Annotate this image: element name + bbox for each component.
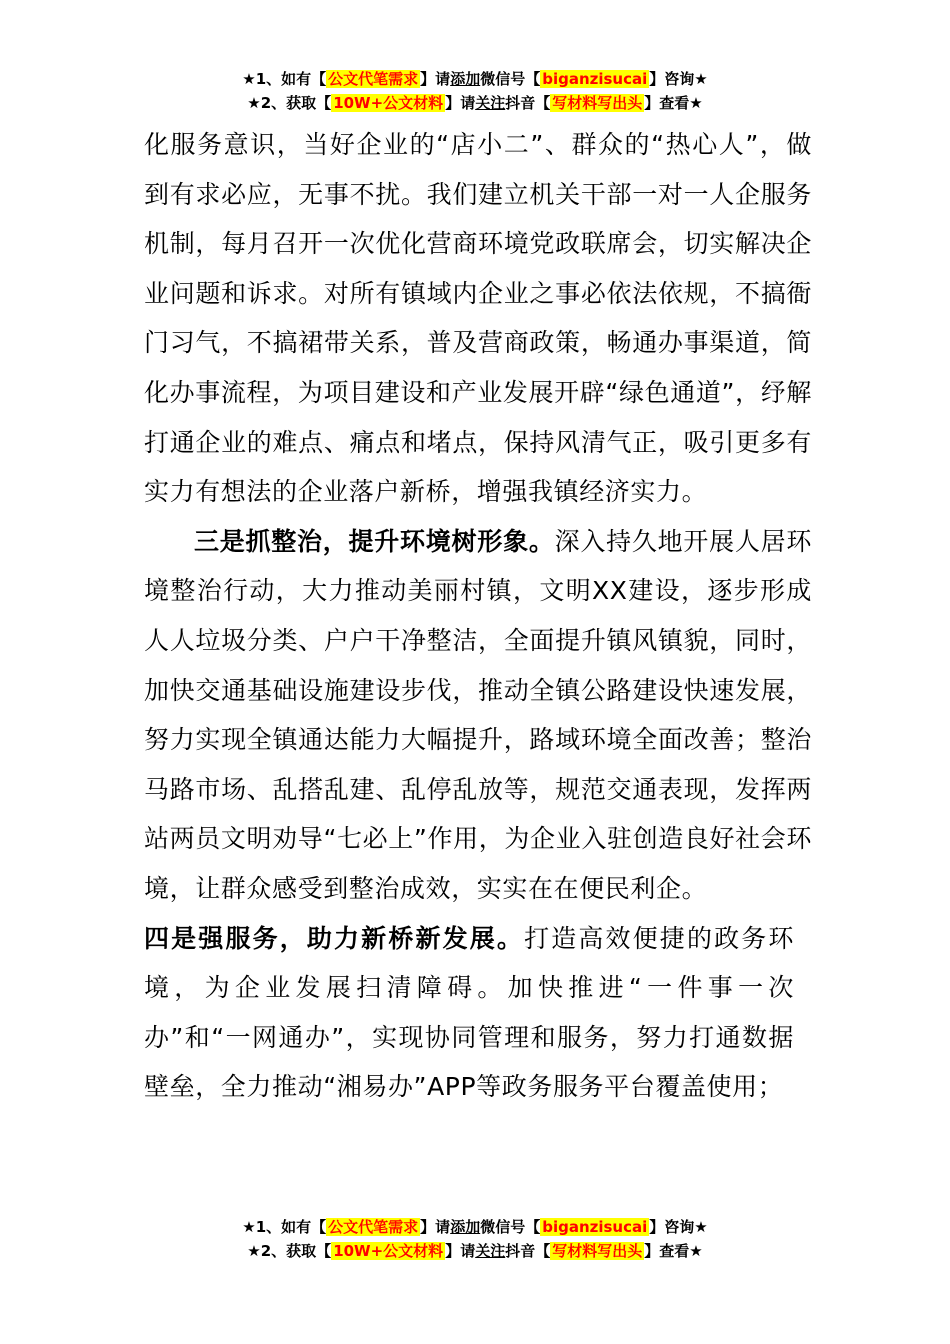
banner-text: ★2、获取【 xyxy=(247,94,332,112)
banner-underline: 关注 xyxy=(475,94,506,112)
banner-line-2 xyxy=(0,92,950,116)
header-banner xyxy=(0,68,950,116)
banner-line-1 xyxy=(0,1216,950,1240)
banner-highlight: biganzisucai xyxy=(542,70,648,88)
banner-text: 】查看★ xyxy=(644,94,703,112)
banner-highlight: biganzisucai xyxy=(542,1218,648,1236)
paragraph-3-heading: 四是强服务，助力新桥新发展。 xyxy=(144,923,525,953)
banner-underline: 添加 xyxy=(450,70,481,88)
banner-text: 】请 xyxy=(420,1218,451,1236)
banner-text: 】咨询★ xyxy=(649,1218,708,1236)
banner-underline: 关注 xyxy=(475,1242,506,1260)
paragraph-3-text: 打造高效便捷的政务环境，为企业发展扫清障碍。加快推进“一件事一次办”和“一网通办”，实现协同管理和服务，努力打通数据壁垒，全力推动“湘易办”APP等政务服务平台覆盖使用； xyxy=(144,923,794,1102)
paragraph-2 xyxy=(144,517,812,914)
paragraph-3 xyxy=(144,914,794,1112)
document-body xyxy=(144,120,812,1112)
banner-text: 】咨询★ xyxy=(649,70,708,88)
banner-text: 】请 xyxy=(445,94,476,112)
banner-text: 抖音【 xyxy=(505,1242,551,1260)
banner-text: ★1、如有【 xyxy=(242,1218,327,1236)
banner-text: 】请 xyxy=(445,1242,476,1260)
banner-text: 微信号【 xyxy=(480,70,541,88)
paragraph-2-heading: 三是抓整治，提升环境树形象。 xyxy=(194,526,555,556)
banner-text: 抖音【 xyxy=(505,94,551,112)
banner-highlight: 10W+公文材料 xyxy=(333,1242,444,1260)
banner-highlight: 写材料写出头 xyxy=(552,1242,643,1260)
footer-banner xyxy=(0,1216,950,1264)
banner-highlight: 公文代笔需求 xyxy=(328,70,419,88)
banner-highlight: 公文代笔需求 xyxy=(328,1218,419,1236)
banner-underline: 添加 xyxy=(450,1218,481,1236)
banner-text: ★2、获取【 xyxy=(247,1242,332,1260)
banner-text: ★1、如有【 xyxy=(242,70,327,88)
banner-text: 】查看★ xyxy=(644,1242,703,1260)
banner-line-2 xyxy=(0,1240,950,1264)
banner-line-1 xyxy=(0,68,950,92)
paragraph-1: 化服务意识，当好企业的“店小二”、群众的“热心人”，做到有求必应，无事不扰。我们建立机关干部一对一人企服务机制，每月召开一次优化营商环境党政联席会，切实解决企业问题和诉求。对所有镇域内企业之事必依法依规，不搞衙门习气，不搞裙带关系，普及营商政策，畅通办事渠道，简化办事流程，为项目建设和产业发展开辟“绿色通道”，纾解打通企业的难点、痛点和堵点，保持风清气正，吸引更多有实力有想法的企业落户新桥，增强我镇经济实力。 xyxy=(144,130,812,507)
banner-highlight: 写材料写出头 xyxy=(552,94,643,112)
paragraph-2-text: 深入持久地开展人居环境整治行动，大力推动美丽村镇，文明XX建设，逐步形成人人垃圾分类、户户干净整洁，全面提升镇风镇貌，同时，加快交通基础设施建设步伐，推动全镇公路建设快速发展，努力实现全镇通达能力大幅提升，路域环境全面改善；整治马路市场、乱搭乱建、乱停乱放等，规范交通表现，发挥两站两员文明劝导“七必上”作用，为企业入驻创造良好社会环境，让群众感受到整治成效，实实在在便民利企。 xyxy=(144,526,812,903)
banner-text: 微信号【 xyxy=(480,1218,541,1236)
banner-text: 】请 xyxy=(420,70,451,88)
banner-highlight: 10W+公文材料 xyxy=(333,94,444,112)
